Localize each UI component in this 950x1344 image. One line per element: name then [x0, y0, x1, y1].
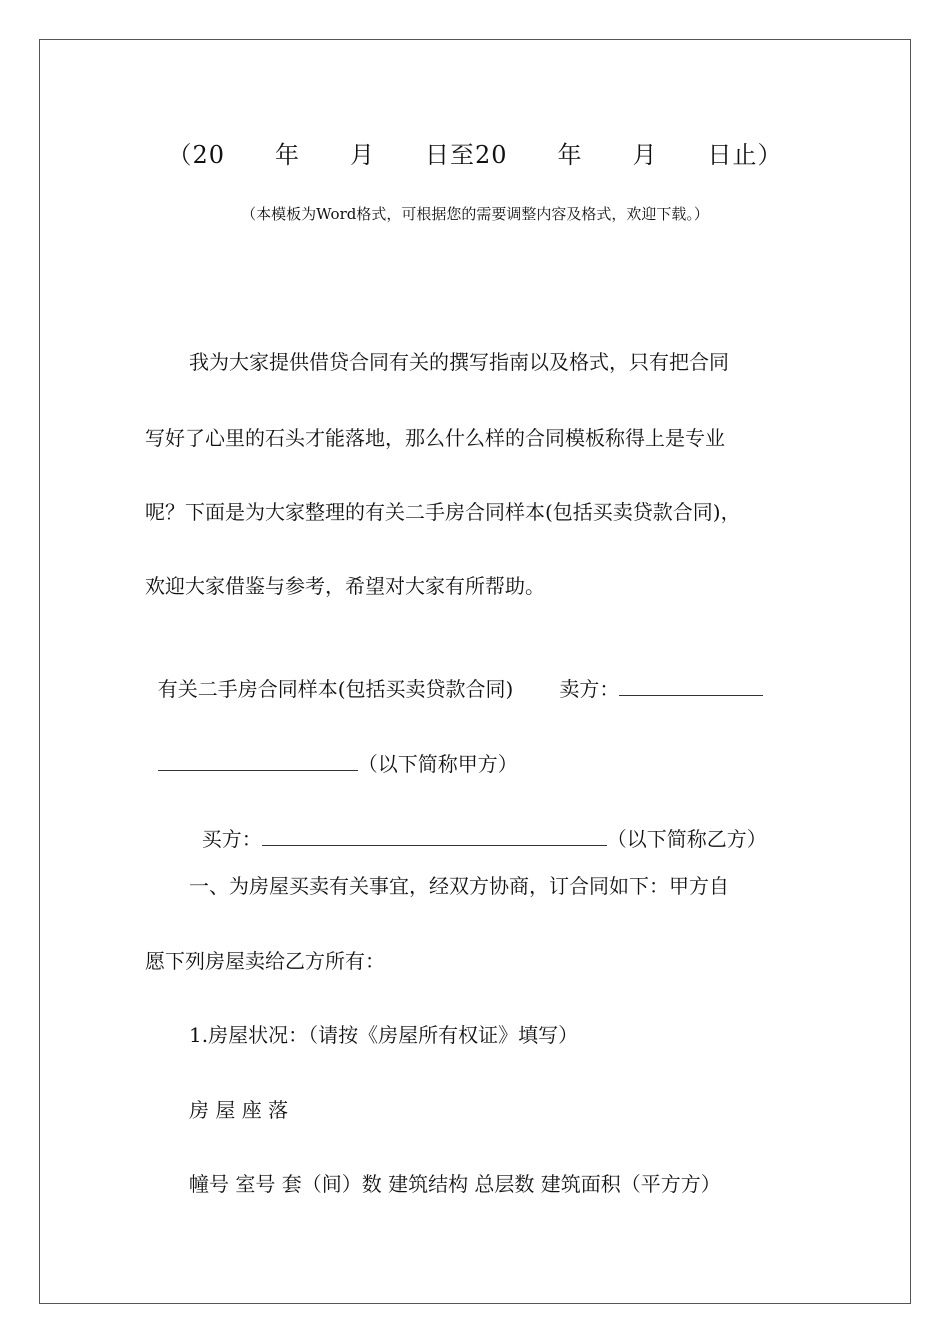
- buyer-label: 买方：: [201, 827, 262, 851]
- clause-1-line-2: 愿下列房屋卖给乙方所有：: [145, 949, 385, 973]
- buyer-row: [189, 797, 767, 853]
- document-subtitle: （本模板为Word格式，可根据您的需要调整内容及格式，欢迎下载。）: [241, 205, 709, 223]
- intro-paragraph-line-4: 欢迎大家借鉴与参考，希望对大家有所帮助。: [145, 574, 545, 598]
- house-table-columns: 幢号 室号 套（间）数 建筑结构 总层数 建筑面积（平方方）: [189, 1172, 721, 1196]
- document-title: （20 年 月 日至20 年 月 日止）: [167, 141, 783, 169]
- intro-paragraph-line-2: 写好了心里的石头才能落地，那么什么样的合同模板称得上是专业: [145, 426, 725, 450]
- intro-paragraph-line-3: 呢？下面是为大家整理的有关二手房合同样本(包括买卖贷款合同)，: [145, 500, 741, 524]
- seller-name-blank-continued[interactable]: [158, 750, 358, 771]
- clause-1-line-1: 一、为房屋买卖有关事宜，经双方协商，订合同如下：甲方自: [189, 874, 729, 898]
- house-location-label: 房 屋 座 落: [189, 1098, 289, 1122]
- buyer-suffix: （以下简称乙方）: [606, 827, 767, 851]
- intro-paragraph-line-1: 我为大家提供借贷合同有关的撰写指南以及格式，只有把合同: [189, 350, 729, 374]
- seller-name-blank[interactable]: [619, 675, 763, 696]
- seller-label: 卖方：: [559, 677, 620, 701]
- buyer-name-blank[interactable]: [262, 825, 607, 846]
- contract-heading-row: [145, 647, 805, 703]
- item-1-house-status: 1.房屋状况：（请按《房屋所有权证》填写）: [189, 1023, 579, 1047]
- seller-suffix: （以下简称甲方）: [357, 752, 518, 776]
- seller-continuation-row: [145, 722, 518, 778]
- contract-heading: 有关二手房合同样本(包括买卖贷款合同): [157, 677, 514, 701]
